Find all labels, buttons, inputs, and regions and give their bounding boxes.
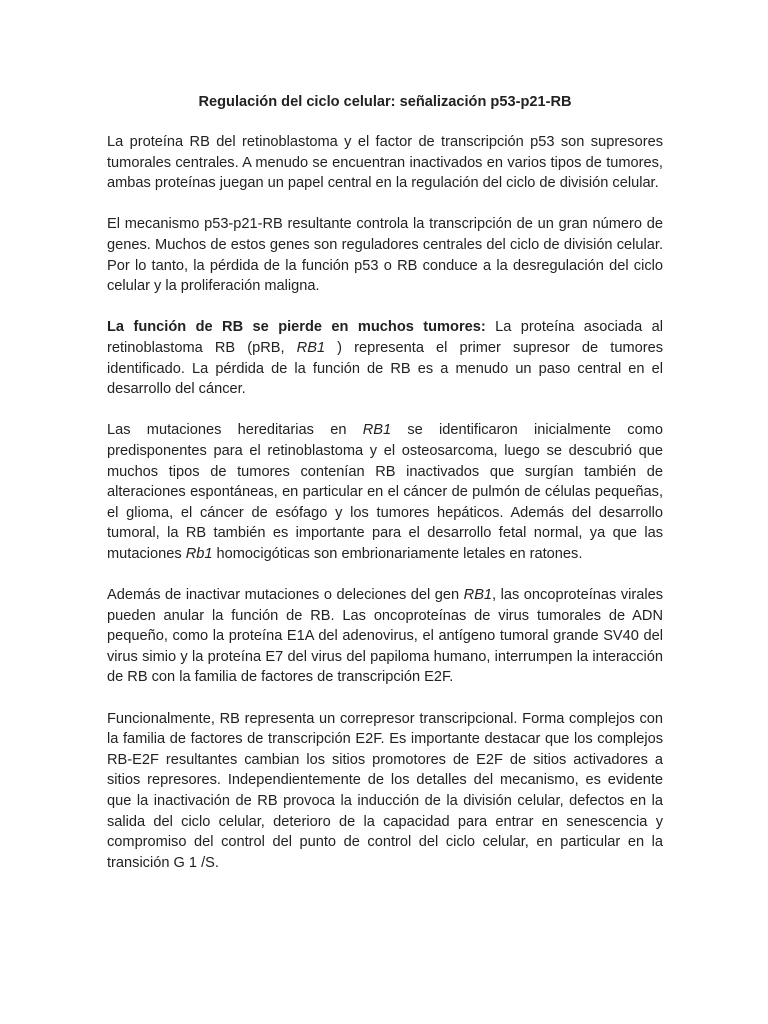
paragraph-text: , las oncoproteínas virales pueden anular la función de RB. Las oncoproteínas de virus tumorales de ADN pequeño, como la proteína E1A del adenovirus, el antígeno tumoral grande SV40 del virus simio y la proteína E7 del virus del papiloma humano, interrumpen la interacción de RB con la familia de factores de transcripción E2F.	[107, 587, 663, 686]
paragraph-text: Funcionalmente, RB representa un correpresor transcripcional. Forma complejos con la familia de factores de transcripción E2F. Es importante destacar que los complejos RB-E2F resultantes cambian los sitios promotores de E2F de sitios activadores a sitios represores. Independientemente de los detalles del mecanismo, es evidente que la inactivación de RB provoca la inducción de la división celular, defectos en la salida del ciclo celular, deterioro de la capacidad para entrar en senescencia y compromiso del control del punto de control del ciclo celular, en particular en la transición G 1 /S.	[107, 710, 663, 871]
paragraph-text: Las mutaciones hereditarias en	[107, 422, 363, 439]
paragraph-heading: La función de RB se pierde en muchos tumores:	[107, 319, 486, 336]
paragraph-text: El mecanismo p53-p21-RB resultante controla la transcripción de un gran número de genes. Muchos de estos genes son reguladores centrales del ciclo de división celular. Por lo tanto, la pérdida de la función p53 o RB conduce a la desregulación del ciclo celular y la proliferación maligna.	[107, 216, 663, 295]
gene-name: Rb1	[185, 545, 213, 562]
gene-name: RB1	[463, 587, 493, 604]
gene-name: RB1	[362, 422, 392, 439]
paragraph-hereditary-mutations	[107, 420, 663, 564]
paragraph-transcriptional-corepressor	[107, 709, 663, 874]
paragraph-p53-rb-intro	[107, 132, 663, 194]
paragraph-rb-function-lost	[107, 317, 663, 399]
paragraph-text: homocigóticas son embrionariamente letales en ratones.	[212, 545, 583, 562]
paragraph-text: La proteína asociada al retinoblastoma RB (pRB,	[107, 319, 663, 356]
paragraph-text: Además de inactivar mutaciones o deleciones del gen	[107, 587, 464, 604]
gene-name: RB1	[296, 339, 326, 356]
paragraph-viral-oncoproteins	[107, 585, 663, 688]
document-title: Regulación del ciclo celular: señalización p53-p21-RB	[198, 94, 572, 110]
document-body	[107, 132, 663, 873]
paragraph-text: La proteína RB del retinoblastoma y el factor de transcripción p53 son supresores tumorales centrales. A menudo se encuentran inactivados en varios tipos de tumores, ambas proteínas juegan un papel central en la regulación del ciclo de división celular.	[107, 134, 663, 192]
paragraph-text: ) representa el primer supresor de tumores identificado. La pérdida de la función de RB es a menudo un paso central en el desarrollo del cáncer.	[107, 339, 663, 398]
paragraph-mechanism	[107, 214, 663, 296]
paragraph-text: se identificaron inicialmente como predisponentes para el retinoblastoma y el osteosarcoma, luego se descubrió que muchos tipos de tumores contenían RB inactivados que surgían también de alteraciones espontáneas, en particular en el cáncer de pulmón de células pequeñas, el glioma, el cáncer de esófago y los tumores hepáticos. Además del desarrollo tumoral, la RB también es importante para el desarrollo fetal normal, ya que las mutaciones	[107, 422, 663, 562]
